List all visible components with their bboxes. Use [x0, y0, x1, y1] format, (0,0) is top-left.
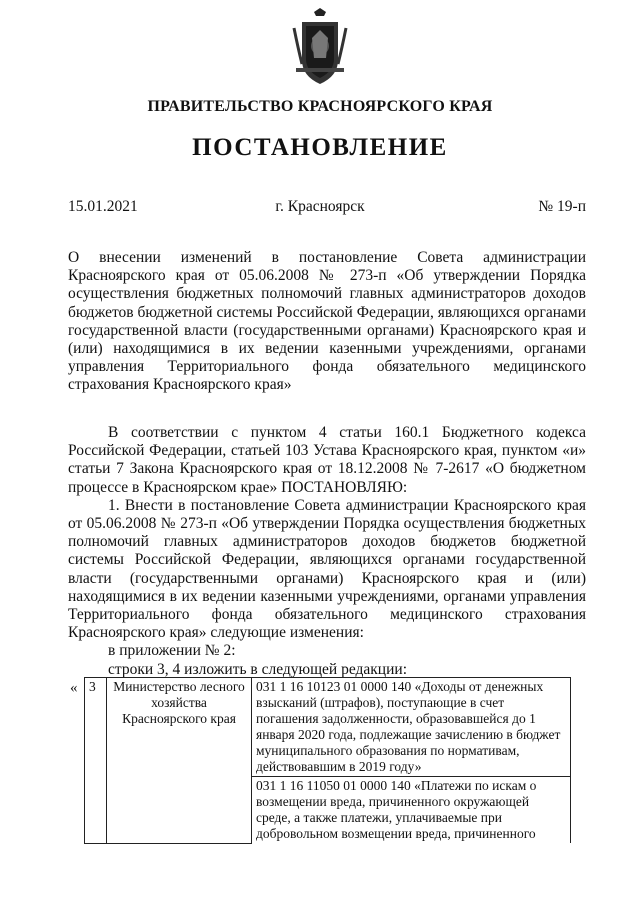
row-number-cell: 3 — [85, 678, 107, 844]
document-number: № 19-п — [538, 198, 586, 215]
revenue-code-text: 031 1 16 11050 01 0000 140 «Платежи по искам о возмещении вреда, причиненного окружающей среде, а также платежи, уплачиваемые при добровольном возмещении вреда, причиненного — [256, 778, 537, 841]
revenue-code-cell — [252, 777, 571, 844]
revenue-code-cell — [252, 678, 571, 777]
body-paragraph: В соответствии с пунктом 4 статьи 160.1 Бюджетного кодекса Российской Федерации, статьей 103 Устава Красноярского края, пунктом «и» статьи 7 Закона Красноярского края от 18.12.2008 № 7-2617 «О бюджетном процессе в Красноярском крае» ПОСТАНОВЛЯЮ: — [68, 424, 586, 496]
government-title: ПРАВИТЕЛЬСТВО КРАСНОЯРСКОГО КРАЯ — [147, 98, 493, 115]
document-type-title: ПОСТАНОВЛЕНИЕ — [192, 134, 448, 161]
document-date: 15.01.2021 — [68, 198, 138, 215]
document-city: г. Красноярск — [275, 198, 365, 215]
body-paragraph: 1. Внести в постановление Совета администрации Красноярского края от 05.06.2008 № 273-п «Об утверждении Порядка осуществления бюджетных полномочий главных администраторов доходов бюджетов бюджетной системы Российской Федерации, являющихся органами государственной власти (государственными органами) Красноярского края и (или) находящимися в их ведении казенными учреждениями, органами управления Территориального фонда обязательного медицинского страхования Красноярского края» следующие изменения: — [68, 496, 586, 642]
document-subject: О внесении изменений в постановление Совета администрации Красноярского края от 05.06.2008 № 273-п «Об утверждении Порядка осуществления бюджетных полномочий главных администраторов доходов бюджетов бюджетной системы Российской Федерации, являющихся органами государственной власти (государственными органами) Красноярского края и (или) находящимися в их ведении казенными учреждениями, органами управления Территориального фонда обязательного медицинского страхования Красноярского края» — [68, 249, 586, 394]
amendment-table — [84, 677, 571, 844]
body-line: в приложении № 2: — [108, 642, 236, 660]
opening-quote: « — [70, 680, 78, 696]
document-body — [68, 424, 586, 679]
revenue-code-text: 031 1 16 10123 01 0000 140 «Доходы от денежных взысканий (штрафов), поступающие в счет погашения задолженности, образовавшейся до 1 января 2020 года, подлежащие зачислению в бюджет муниципального образования по нормативам, действовавшим в 2019 году» — [256, 679, 561, 774]
table-row — [85, 678, 571, 777]
coat-of-arms-emblem — [292, 8, 348, 86]
administrator-cell: Министерство лесного хозяйства Красноярского края — [107, 678, 252, 844]
body-line: строки 3, 4 изложить в следующей редакции: — [108, 660, 408, 678]
